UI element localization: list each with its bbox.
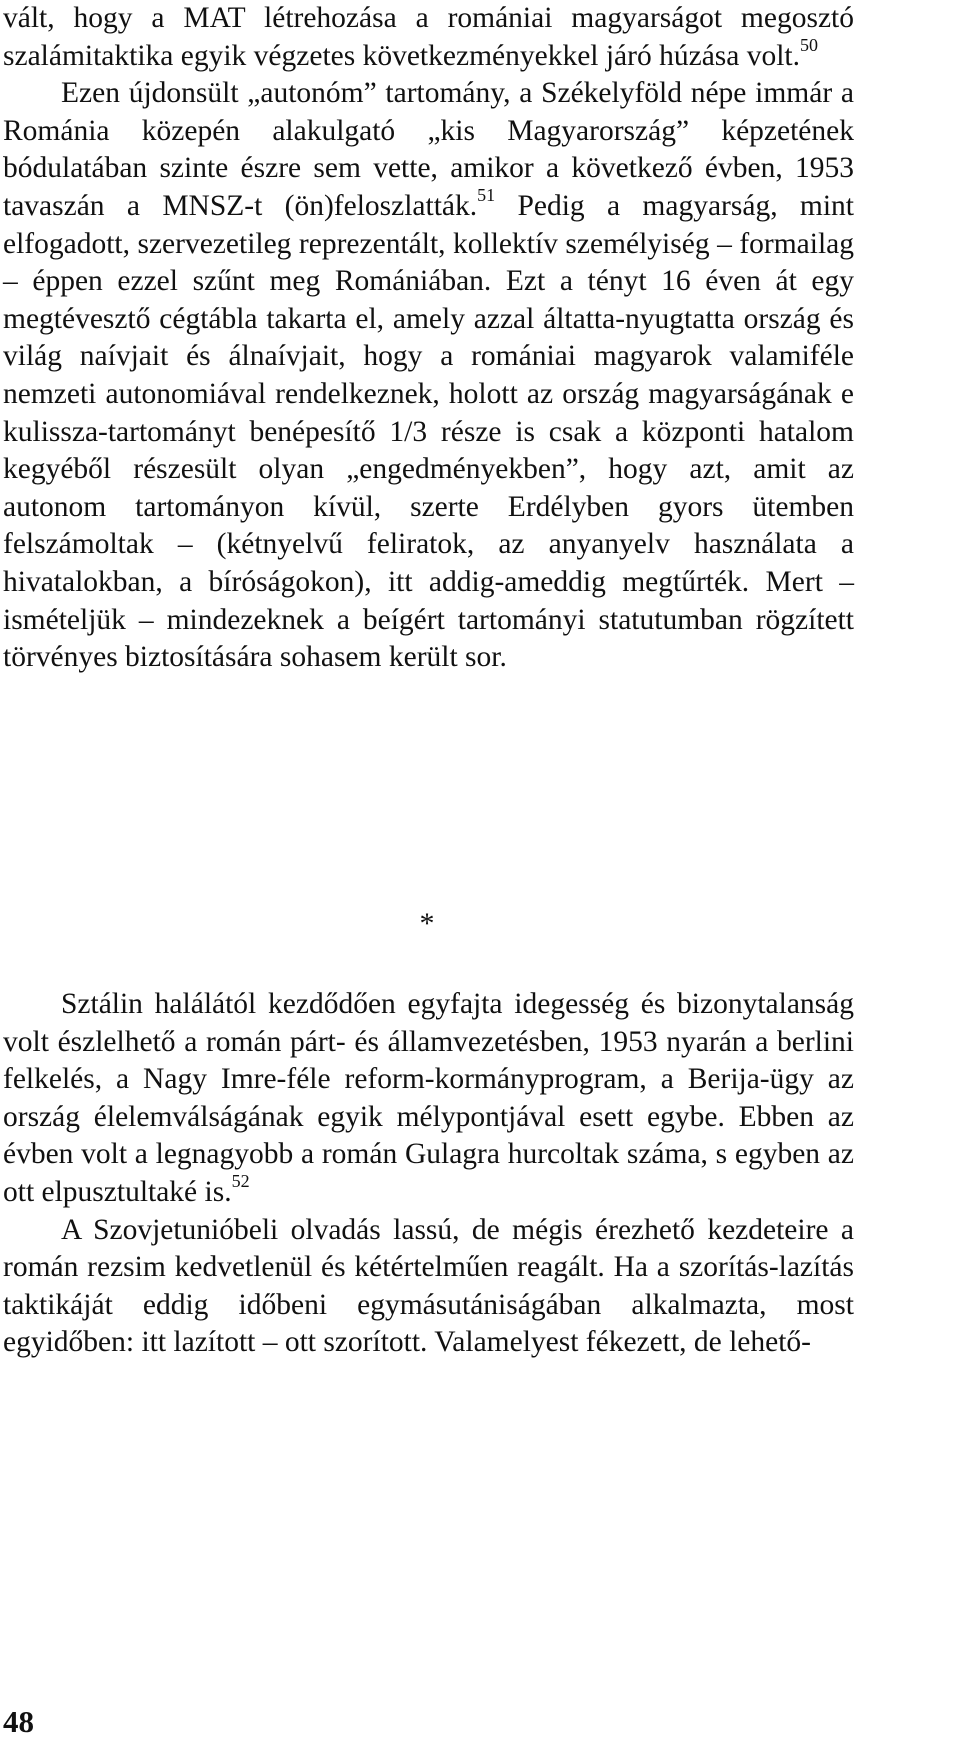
paragraph-soviet-thaw bbox=[3, 1212, 854, 1362]
text-block-upper bbox=[3, 0, 854, 677]
paragraph-text-continued: Pedig a magyarság, mint elfogadott, szervezetileg reprezentált, kollektív személyiség – formailag – éppen ezzel szűnt meg Romániában. Ezt a tényt 16 éven át egy megtévesztő cégtábla takarta el, amely azzal áltatta-nyugtatta ország és világ naívjait és álnaívjait, hogy a romániai magyarok valamiféle nemzeti autonomiával rendelkeznek, holott az ország magyarságának e kulissza-tartományt benépesítő 1/3 része is csak a központi hatalom kegyéből részesült olyan „engedményekben”, hogy azt, amit az autonom tartományon kívül, szerte Erdélyben gyors ütemben felszámoltak – (kétnyelvű feliratok, az anyanyelv használata a hivatalokban, a bíróságokon), itt addig-ameddig megtűrték. Mert – ismételjük – mindezeknek a beígért tartományi statutumban rögzített törvényes biztosítására sohasem került sor. bbox=[3, 189, 854, 674]
footnote-ref-50: 50 bbox=[800, 34, 819, 55]
paragraph-text: A Szovjetunióbeli olvadás lassú, de mégis érezhető kezdeteire a román rezsim kedvetlenül és kétértelműen reagált. Ha a szorítás-lazítás taktikáját eddig időbeni egymásutániságában alkalmazta, most egyidőben: itt lazított – ott szorított. Valamelyest fékezett, de lehető- bbox=[3, 1213, 854, 1359]
footnote-ref-52: 52 bbox=[231, 1171, 250, 1192]
footnote-ref-51: 51 bbox=[477, 185, 496, 206]
paragraph-text: Ezen újdonsült „autonóm” tartomány, a Székelyföld népe immár a Románia közepén alakulgató „kis Magyarország” képzetének bódulatában szinte észre sem vette, amikor a következő évben, 1953 tavaszán a MNSZ-t (ön)feloszlatták. bbox=[3, 77, 854, 222]
text-block-lower bbox=[3, 986, 854, 1362]
paragraph-stalin-death bbox=[3, 986, 854, 1212]
paragraph-text: vált, hogy a MAT létrehozása a romániai magyarságot megosztó szalámitaktika egyik végzetes következményekkel járó húzása volt. bbox=[3, 2, 854, 72]
paragraph-continuation bbox=[3, 0, 854, 75]
paragraph-text: Sztálin halálától kezdődően egyfajta idegesség és bizonytalanság volt észlelhető a román párt- és államvezetésben, 1953 nyarán a berlini felkelés, a Nagy Imre-féle reform-kormányprogram, a Berija-ügy az ország élelemválságának egyik mélypontjával esett egybe. Ebben az évben volt a legnagyobb a román Gulagra hurcoltak száma, s egyben az ott elpusztultaké is. bbox=[3, 988, 854, 1208]
section-separator-asterisk: * bbox=[419, 907, 435, 940]
paragraph-autonomous-province bbox=[3, 75, 854, 677]
page-number: 48 bbox=[3, 1704, 34, 1739]
